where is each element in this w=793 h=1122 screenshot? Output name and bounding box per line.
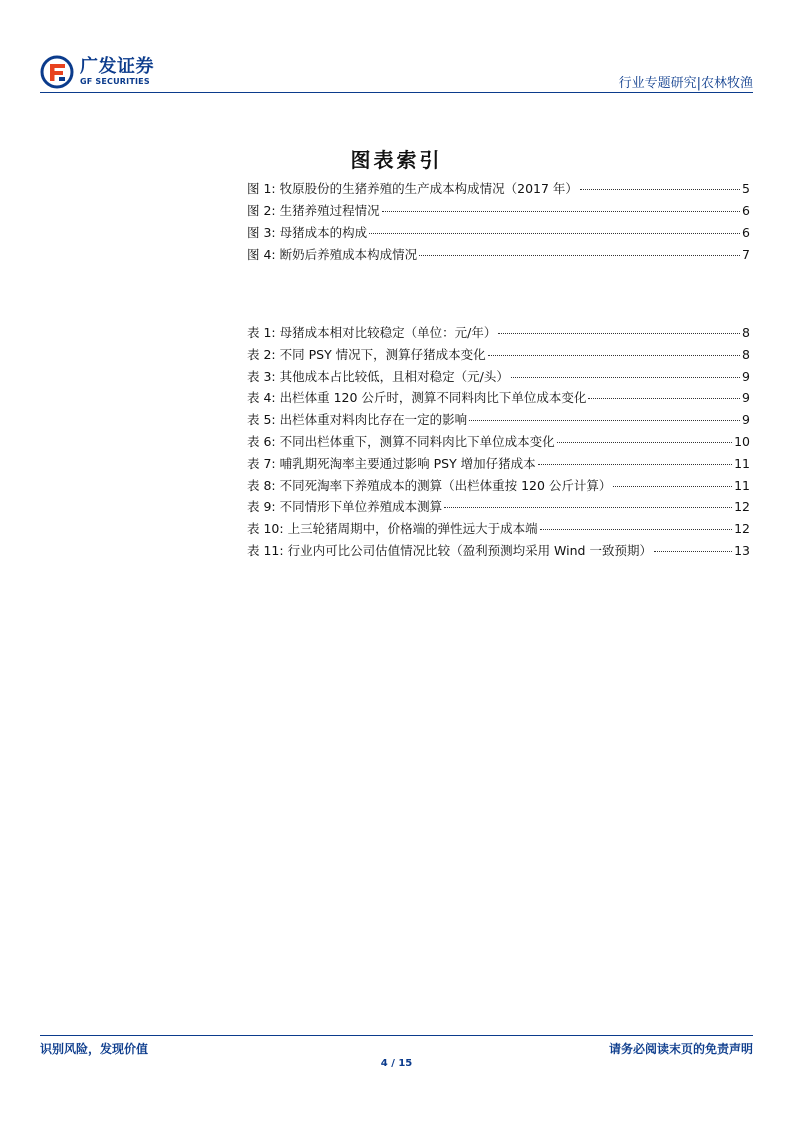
toc-entry-table-3[interactable] (247, 367, 750, 389)
page-title: 图表索引 (350, 148, 443, 172)
toc-page-number: 8 (742, 346, 750, 362)
toc-entry-table-11[interactable] (247, 541, 750, 563)
toc-entry-title: 表 10: 上三轮猪周期中，价格端的弹性远大于成本端 (247, 521, 538, 537)
toc-entry-title: 表 2: 不同 PSY 情况下，测算仔猪成本变化 (247, 346, 486, 362)
toc-entry-title: 图 3: 母猪成本的构成 (247, 225, 368, 240)
toc-leader-dots (613, 486, 732, 487)
toc-entry-table-2[interactable] (247, 345, 750, 367)
toc-page-number: 9 (742, 390, 750, 406)
toc-leader-dots (511, 377, 740, 378)
toc-entry-title: 表 11: 行业内可比公司估值情况比较（盈利预测均采用 Wind 一致预期） (247, 542, 652, 558)
toc-page-number: 11 (734, 455, 750, 471)
page-number: 4 / 15 (380, 1058, 413, 1069)
toc-entry-title: 表 5: 出栏体重对料肉比存在一定的影响 (247, 412, 468, 428)
toc-entry-title: 表 8: 不同死淘率下养殖成本的测算（出栏体重按 120 公斤计算） (247, 477, 612, 493)
toc-entry-figure-3[interactable] (247, 223, 750, 245)
toc-entry-table-4[interactable] (247, 388, 750, 410)
toc-leader-dots (419, 255, 740, 256)
toc-entry-figure-4[interactable] (247, 245, 750, 267)
toc-leader-dots (540, 529, 733, 530)
toc-page-number: 5 (742, 181, 750, 196)
toc-page-number: 7 (742, 247, 750, 262)
page-header (40, 52, 753, 92)
toc-leader-dots (557, 442, 732, 443)
toc-entry-table-8[interactable] (247, 476, 750, 498)
toc-leader-dots (488, 355, 740, 356)
toc-page-number: 8 (742, 325, 750, 340)
toc-entry-table-9[interactable] (247, 497, 750, 519)
toc-page-number: 11 (734, 477, 750, 493)
footer-disclaimer-note: 请务必阅读末页的免责声明 (608, 1042, 753, 1056)
logo-english-name: GF SECURITIES (80, 77, 150, 86)
footer-divider (40, 1035, 753, 1036)
toc-leader-dots (654, 551, 732, 552)
toc-entry-title: 表 3: 其他成本占比较低，且相对稳定（元/头） (247, 368, 509, 384)
toc-page-number: 9 (742, 368, 750, 384)
toc-leader-dots (580, 189, 740, 190)
toc-entry-table-5[interactable] (247, 410, 750, 432)
toc-page-number: 13 (734, 542, 750, 558)
toc-leader-dots (498, 333, 740, 334)
toc-page-number: 12 (734, 499, 750, 515)
toc-leader-dots (444, 507, 732, 508)
report-type: 行业专题研究|农林牧渔 (618, 76, 753, 91)
toc-entry-title: 表 7: 哺乳期死淘率主要通过影响 PSY 增加仔猪成本 (247, 455, 536, 471)
header-divider (40, 92, 753, 93)
toc-leader-dots (369, 233, 740, 234)
toc-page-number: 6 (742, 203, 750, 218)
toc-entry-table-7[interactable] (247, 454, 750, 476)
toc-leader-dots (538, 464, 732, 465)
toc-entry-figure-2[interactable] (247, 201, 750, 223)
toc-leader-dots (588, 398, 740, 399)
toc-entry-title: 图 1: 牧原股份的生猪养殖的生产成本构成情况（2017 年） (247, 181, 578, 196)
figure-index-list (247, 179, 750, 267)
toc-leader-dots (469, 420, 740, 421)
toc-entry-title: 表 6: 不同出栏体重下，测算不同料肉比下单位成本变化 (247, 433, 555, 449)
toc-entry-table-1[interactable] (247, 323, 750, 345)
toc-leader-dots (382, 211, 740, 212)
toc-page-number: 10 (734, 433, 750, 449)
toc-entry-title: 表 1: 母猪成本相对比较稳定（单位：元/年） (247, 325, 497, 340)
footer-slogan: 识别风险，发现价值 (40, 1042, 149, 1056)
toc-entry-title: 表 9: 不同情形下单位养殖成本测算 (247, 499, 443, 515)
gf-securities-logo-icon (40, 55, 74, 89)
logo-chinese-name: 广发证券 (80, 56, 154, 77)
toc-page-number: 6 (742, 225, 750, 240)
toc-entry-title: 表 4: 出栏体重 120 公斤时，测算不同料肉比下单位成本变化 (247, 390, 587, 406)
toc-entry-title: 图 2: 生猪养殖过程情况 (247, 203, 380, 218)
toc-entry-table-10[interactable] (247, 519, 750, 541)
toc-entry-figure-1[interactable] (247, 179, 750, 201)
toc-entry-title: 图 4: 断奶后养殖成本构成情况 (247, 247, 418, 262)
toc-page-number: 9 (742, 412, 750, 428)
table-index-list (247, 323, 750, 563)
company-logo (40, 52, 154, 92)
toc-entry-table-6[interactable] (247, 432, 750, 454)
toc-page-number: 12 (734, 521, 750, 537)
